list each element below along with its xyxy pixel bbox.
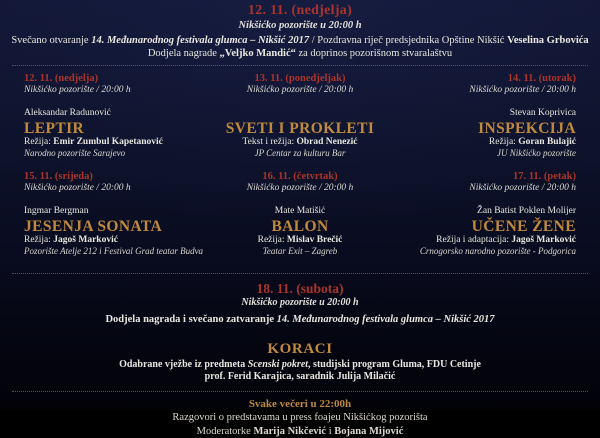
nightly-talks-section xyxy=(0,392,600,438)
show-date: 14. 11. (utorak) xyxy=(507,72,576,84)
schedule-grid xyxy=(0,66,600,269)
moderator-name-1: Marija Nikčević xyxy=(253,425,327,437)
opening-section xyxy=(0,0,600,61)
show-theater: JU Nikšićko pozorište xyxy=(497,148,576,159)
show-date: 17. 11. (petak) xyxy=(513,170,576,182)
festival-name: 14. Međunarodnog festivala glumca – Nikšić 2017 xyxy=(91,34,310,46)
director-label: Režija i adaptacija: xyxy=(436,234,512,245)
show-author: Žan Batist Poklen Molijer xyxy=(477,205,576,216)
award-line-pre: Dodjela nagrade xyxy=(147,48,220,60)
koraci-line1-pre: Odabrane vježbe iz predmeta xyxy=(119,358,248,370)
opening-ceremony-line xyxy=(0,35,600,47)
show-title: LEPTIR xyxy=(24,119,85,137)
dotted-separator xyxy=(12,65,588,66)
show-card-leptir xyxy=(24,73,208,171)
opening-date-heading: 12. 11. (nedjelja) xyxy=(247,3,353,18)
director-label: Tekst i režija: xyxy=(242,136,297,147)
subject-name: Scenski pokret xyxy=(247,358,309,370)
dotted-separator xyxy=(12,273,588,274)
show-author: Stevan Koprivica xyxy=(509,107,576,118)
closing-section xyxy=(0,274,600,327)
show-date: 15. 11. (srijeda) xyxy=(24,170,93,182)
koraci-description xyxy=(0,359,600,372)
show-theater: Teatar Exit – Zagreb xyxy=(262,246,338,257)
show-author: Mate Matišić xyxy=(274,205,326,216)
director-name: Emir Zumbul Kapetanović xyxy=(53,136,163,147)
show-theater: Crnogorsko narodno pozorište - Podgorica xyxy=(419,246,576,257)
show-venue: Nikšićko pozorište / 20:00 h xyxy=(246,85,354,96)
show-director-line xyxy=(392,137,576,148)
show-author xyxy=(208,108,392,120)
talks-description: Razgovori o predstavama u press foajeu Nikšićkog pozorišta xyxy=(172,411,428,423)
show-title: INSPEKCIJA xyxy=(478,119,576,137)
show-card-ucene-zene xyxy=(392,171,576,269)
show-director-line xyxy=(24,137,208,148)
koraci-title: KORACI xyxy=(267,340,333,357)
moderators-conjunction: i xyxy=(326,425,335,437)
director-label: Režija: xyxy=(488,136,519,147)
show-director-line xyxy=(208,137,392,148)
director-name: Mislav Brečić xyxy=(286,234,343,245)
closing-venue: Nikšićko pozorište u 20:00 h xyxy=(241,297,359,309)
show-venue: Nikšićko pozorište / 20:00 h xyxy=(469,183,576,194)
moderator-name-2: Bojana Mijović xyxy=(334,425,404,437)
show-venue: Nikšićko pozorište / 20:00 h xyxy=(246,183,354,194)
festival-name: 14. Međunarodnog festivala glumca – Nikšić 2017 xyxy=(276,314,495,326)
director-name: Obrad Nenezić xyxy=(296,136,358,147)
award-line-post: za doprinos pozorišnom stvaralaštvu xyxy=(295,48,453,60)
closing-line-pre: Dodjela nagrada i svečano zatvaranje xyxy=(105,314,277,326)
show-author: Aleksandar Radunović xyxy=(24,107,111,118)
dotted-separator xyxy=(12,391,588,392)
show-venue: Nikšićko pozorište / 20:00 h xyxy=(469,85,576,96)
director-label: Režija: xyxy=(257,234,287,245)
closing-ceremony-line xyxy=(0,314,600,327)
schedule-row-2 xyxy=(24,171,576,269)
opening-line1-pre: Svečano otvaranje xyxy=(11,34,92,46)
show-director-line xyxy=(208,235,392,246)
show-title: BALON xyxy=(271,217,329,235)
koraci-credits: prof. Ferid Karajica, saradnik Julija Milačić xyxy=(204,371,396,383)
show-card-balon xyxy=(208,171,392,269)
show-venue: Nikšićko pozorište / 20:00 h xyxy=(24,85,131,96)
schedule-row-1 xyxy=(24,73,576,171)
show-date: 12. 11. (nedjelja) xyxy=(24,72,99,84)
award-name: „Veljko Mandić“ xyxy=(219,48,296,60)
show-theater: JP Centar za kulturu Bar xyxy=(254,148,346,159)
director-label: Režija: xyxy=(24,136,54,147)
show-card-jesenja-sonata xyxy=(24,171,208,269)
show-date: 13. 11. (ponedjeljak) xyxy=(254,72,346,84)
show-title: JESENJA SONATA xyxy=(24,217,163,235)
show-director-line xyxy=(392,235,576,246)
show-venue: Nikšićko pozorište / 20:00 h xyxy=(24,183,131,194)
award-line xyxy=(0,48,600,60)
show-theater: Pozorište Atelje 212 i Festival Grad teatar Budva xyxy=(24,246,204,257)
closing-date-heading: 18. 11. (subota) xyxy=(256,281,344,297)
show-title: SVETI I PROKLETI xyxy=(225,119,375,137)
show-title: UČENE ŽENE xyxy=(471,217,576,235)
opening-venue: Nikšićko pozorište u 20:00 h xyxy=(238,19,362,31)
opening-line1-mid: / Pozdravna riječ predsjednika Opštine Nikšić xyxy=(309,34,508,46)
show-date: 16. 11. (četvrtak) xyxy=(262,170,338,182)
moderators-label: Moderatorke xyxy=(196,425,254,437)
president-name: Veselina Grbovića xyxy=(507,34,589,46)
koraci-line1-post: , studijski program Gluma, FDU Cetinje xyxy=(308,358,481,370)
show-theater: Narodno pozorište Sarajevo xyxy=(24,148,126,159)
koraci-section xyxy=(0,327,600,384)
director-name: Goran Bulajić xyxy=(518,136,576,147)
show-director-line xyxy=(24,235,208,246)
show-card-inspekcija xyxy=(392,73,576,171)
director-name: Jagoš Marković xyxy=(511,234,576,245)
show-author: Ingmar Bergman xyxy=(24,205,89,216)
talks-moderators-line xyxy=(0,425,600,438)
talks-time-heading: Svake večeri u 22:00h xyxy=(248,397,352,410)
show-card-sveti-i-prokleti xyxy=(208,73,392,171)
director-label: Režija: xyxy=(24,234,54,245)
director-name: Jagoš Marković xyxy=(53,234,118,245)
